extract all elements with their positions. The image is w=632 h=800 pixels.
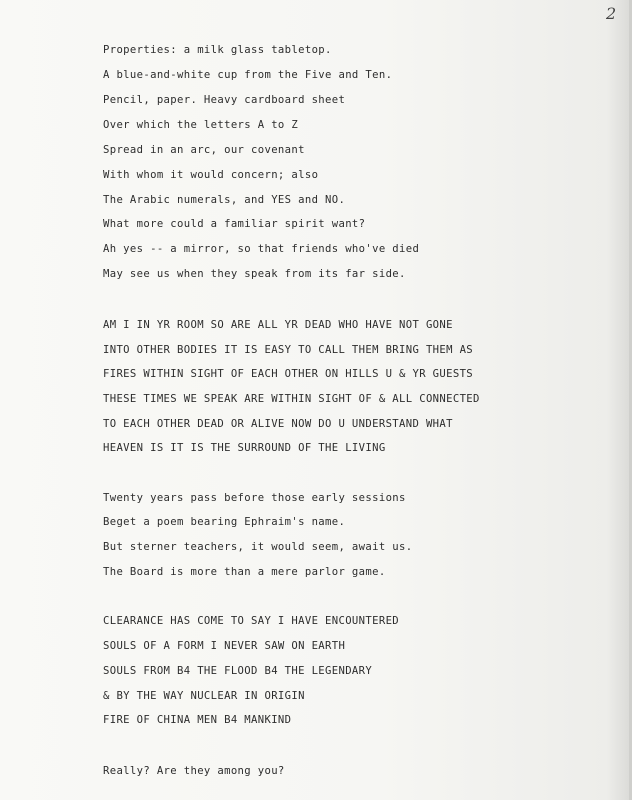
spirit-line: AM I IN YR ROOM SO ARE ALL YR DEAD WHO HAVE NOT GONE [103, 319, 453, 331]
poem-line: The Arabic numerals, and YES and NO. [103, 194, 346, 206]
poem-line: What more could a familiar spirit want? [103, 218, 366, 230]
poem-line: But sterner teachers, it would seem, await us. [103, 541, 413, 553]
poem-line: Spread in an arc, our covenant [103, 144, 305, 156]
spirit-line: HEAVEN IS IT IS THE SURROUND OF THE LIVING [103, 442, 386, 454]
poem-line: Over which the letters A to Z [103, 119, 299, 131]
poem-line: Beget a poem bearing Ephraim's name. [103, 516, 346, 528]
poem-line: The Board is more than a mere parlor game. [103, 566, 386, 578]
spirit-line: SOULS OF A FORM I NEVER SAW ON EARTH [103, 640, 346, 652]
poem-line: Pencil, paper. Heavy cardboard sheet [103, 94, 346, 106]
spirit-line: FIRE OF CHINA MEN B4 MANKIND [103, 714, 292, 726]
poem-line: With whom it would concern; also [103, 169, 319, 181]
poem-line: May see us when they speak from its far side. [103, 268, 406, 280]
spirit-line: THESE TIMES WE SPEAK ARE WITHIN SIGHT OF & ALL CONNECTED [103, 393, 480, 405]
poem-line: A blue-and-white cup from the Five and Ten. [103, 69, 393, 81]
spirit-line: TO EACH OTHER DEAD OR ALIVE NOW DO U UNDERSTAND WHAT [103, 418, 453, 430]
page-number: 2 [606, 4, 617, 23]
spirit-line: SOULS FROM B4 THE FLOOD B4 THE LEGENDARY [103, 665, 373, 677]
poem-line: Ah yes -- a mirror, so that friends who've died [103, 243, 420, 255]
poem-line: Properties: a milk glass tabletop. [103, 44, 332, 56]
spirit-line: FIRES WITHIN SIGHT OF EACH OTHER ON HILLS U & YR GUESTS [103, 368, 474, 380]
poem-line: Really? Are they among you? [103, 765, 285, 777]
spirit-line: & BY THE WAY NUCLEAR IN ORIGIN [103, 690, 305, 702]
spirit-line: INTO OTHER BODIES IT IS EASY TO CALL THEM BRING THEM AS [103, 344, 474, 356]
spirit-line: CLEARANCE HAS COME TO SAY I HAVE ENCOUNTERED [103, 615, 400, 627]
poem-line: Twenty years pass before those early sessions [103, 492, 406, 504]
